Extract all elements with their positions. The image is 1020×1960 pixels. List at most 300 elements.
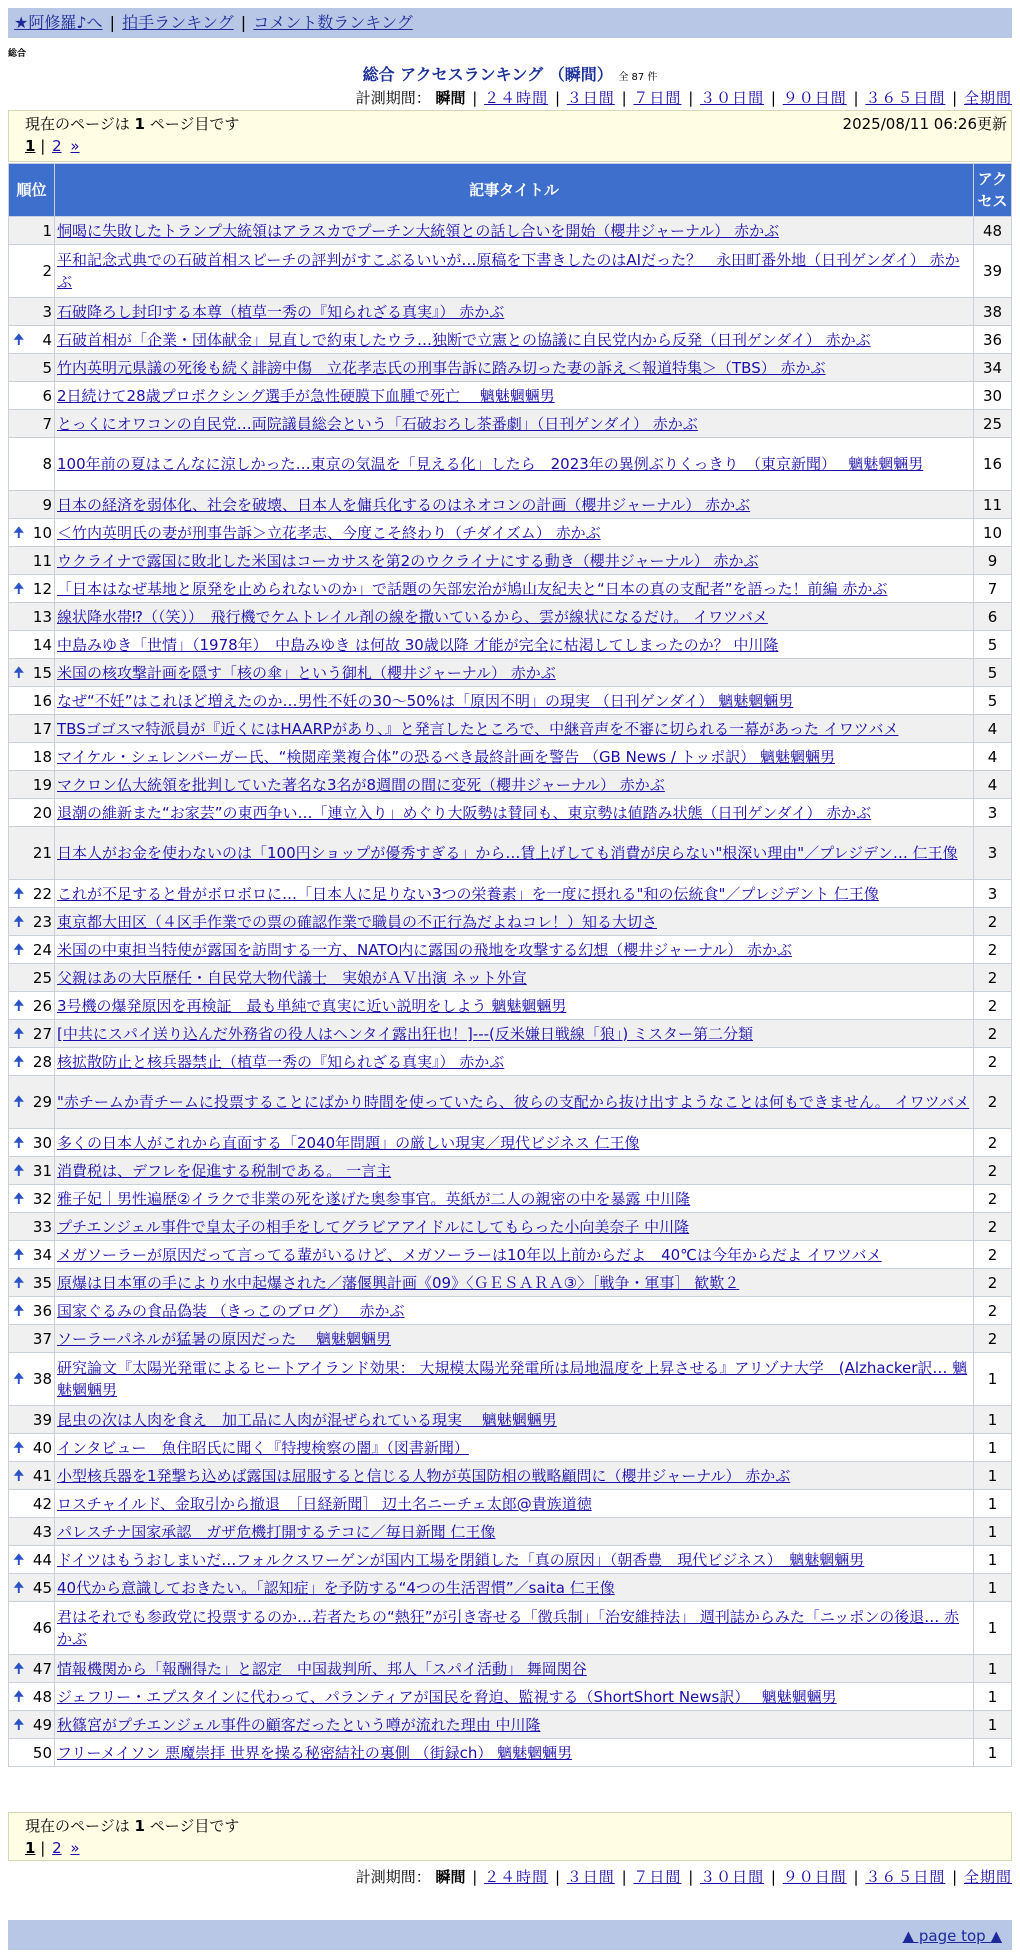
title-cell	[55, 964, 974, 992]
access-count: 2	[974, 964, 1012, 992]
rank-number: 23	[32, 912, 52, 931]
rank-up-arrow-icon: 🠉	[13, 997, 25, 1014]
period-current: 瞬間	[435, 89, 466, 107]
rank-cell	[9, 827, 55, 880]
title-cell	[55, 547, 974, 575]
page-separator: |	[40, 1839, 46, 1857]
title-cell	[55, 1157, 974, 1185]
pager-status	[25, 1815, 995, 1837]
access-count: 2	[974, 1269, 1012, 1297]
table-row	[9, 1269, 1012, 1297]
article-link[interactable]: 多くの日本人がこれから直面する「2040年問題」の厳しい現実／現代ビジネス 仁王像	[57, 1133, 640, 1152]
table-row	[9, 1241, 1012, 1269]
title-cell	[55, 1129, 974, 1157]
title-cell	[55, 743, 974, 771]
total-count: 全 87 件	[618, 72, 658, 83]
article-link[interactable]: 雅子妃｜男性遍歴②イラクで非業の死を遂げた奥参事官。英紙が二人の親密の中を暴露 中川隆	[57, 1189, 691, 1208]
table-row	[9, 1406, 1012, 1434]
article-link[interactable]: 退潮の維新また“お家芸”の東西争い…「連立入り」めぐり大阪勢は賛同も、東京勢は値踏み状態（日刊ゲンダイ） 赤かぶ	[57, 803, 872, 822]
rank-cell	[9, 491, 55, 519]
rank-up-arrow-icon: 🠉	[13, 1302, 25, 1319]
header-access: アクセス	[974, 164, 1012, 217]
rank-cell	[9, 1406, 55, 1434]
table-row	[9, 1157, 1012, 1185]
access-count: 5	[974, 631, 1012, 659]
article-link[interactable]: メガソーラーが原因だって言ってる輩がいるけど、メガソーラーは10年以上前からだよ 40℃は今年からだよ イワツバメ	[57, 1245, 882, 1264]
article-link[interactable]: 平和記念式典での石破首相スピーチの評判がすこぶるいいが…原稿を下書きしたのはAIだった？ 永田町番外地（日刊ゲンダイ） 赤かぶ	[57, 251, 960, 291]
rank-number: 2	[42, 262, 52, 280]
title-cell	[55, 1518, 974, 1546]
period-label: 計測期間：	[355, 89, 431, 107]
title-cell	[55, 908, 974, 936]
article-link[interactable]: ロスチャイルド、金取引から撤退 ［日経新聞］ 辺土名ニーチェ太郎@貴族道徳	[57, 1494, 592, 1513]
rank-number: 12	[32, 579, 52, 598]
period-link-7d[interactable]: ７日間	[633, 1868, 682, 1886]
rank-number: 33	[32, 1217, 52, 1236]
page-title	[0, 62, 1020, 85]
article-link[interactable]: 石破降ろし封印する本尊（植草一秀の『知られざる真実』） 赤かぶ	[57, 302, 505, 321]
period-separator: |	[621, 1868, 627, 1886]
article-link[interactable]: 東京都大田区（４区手作業での票の確認作業で職員の不正行為だよねコレ！）知る大切さ	[57, 912, 658, 931]
rank-cell	[9, 908, 55, 936]
title-cell	[55, 1020, 974, 1048]
title-cell	[55, 298, 974, 326]
title-cell	[55, 1048, 974, 1076]
access-count: 3	[974, 799, 1012, 827]
title-cell	[55, 827, 974, 880]
rank-cell	[9, 1518, 55, 1546]
period-separator: |	[952, 1868, 958, 1886]
article-link[interactable]: 日本の経済を弱体化、社会を破壊、日本人を傭兵化するのはネオコンの計画（櫻井ジャーナル） 赤かぶ	[57, 495, 751, 514]
rank-up-arrow-icon: 🠉	[13, 331, 25, 348]
rank-cell	[9, 771, 55, 799]
period-selector-top	[356, 87, 1012, 108]
rank-cell	[9, 1602, 55, 1655]
access-count: 2	[974, 936, 1012, 964]
rank-cell	[9, 1185, 55, 1213]
rank-up-arrow-icon: 🠉	[13, 1134, 25, 1151]
rank-cell	[9, 1739, 55, 1767]
article-link[interactable]: 核拡散防止と核兵器禁止（植草一秀の『知られざる真実』） 赤かぶ	[57, 1052, 505, 1071]
rank-up-arrow-icon: 🠉	[13, 1025, 25, 1042]
title-cell	[55, 936, 974, 964]
table-row	[9, 1739, 1012, 1767]
nav-separator: |	[240, 13, 247, 32]
access-count: 2	[974, 1185, 1012, 1213]
pager-status-prefix: 現在のページは	[25, 1817, 130, 1835]
rank-number: 47	[32, 1659, 52, 1678]
rank-cell	[9, 1353, 55, 1406]
rank-number: 3	[42, 302, 52, 321]
rank-number: 31	[32, 1161, 52, 1180]
rank-number: 36	[32, 1301, 52, 1320]
rank-number: 48	[32, 1687, 52, 1706]
rank-cell	[9, 1213, 55, 1241]
article-link[interactable]: 線状降水帯⁉（（笑）） 飛行機でケムトレイル剤の線を撒いているから、雲が線状になるだけ。 イワツバメ	[57, 607, 768, 626]
rank-cell	[9, 1325, 55, 1353]
ranking-title: 総合 アクセスランキング （瞬間）	[362, 65, 613, 84]
period-selector-bottom	[356, 1866, 1012, 1887]
title-cell	[55, 1406, 974, 1434]
access-count: 16	[974, 438, 1012, 491]
table-row	[9, 631, 1012, 659]
title-cell	[55, 1325, 974, 1353]
rank-cell	[9, 1546, 55, 1574]
article-link[interactable]: 2日続けて28歳プロボクシング選手が急性硬膜下血腫で死亡 魑魅魍魎男	[57, 386, 555, 405]
article-link[interactable]: [中共にスパイ送り込んだ外務省の役人はヘンタイ露出狂也！]---(反米嫌日戦線「狼」) ミスター第二分類	[57, 1024, 754, 1043]
rank-cell	[9, 1297, 55, 1325]
title-cell	[55, 1546, 974, 1574]
table-row	[9, 1297, 1012, 1325]
period-separator: |	[621, 89, 627, 107]
table-row	[9, 880, 1012, 908]
title-cell	[55, 771, 974, 799]
rank-up-arrow-icon: 🠉	[13, 1467, 25, 1484]
rank-number: 5	[42, 358, 52, 377]
table-row	[9, 382, 1012, 410]
title-cell	[55, 1434, 974, 1462]
rank-cell	[9, 743, 55, 771]
table-row	[9, 743, 1012, 771]
rank-cell	[9, 382, 55, 410]
access-count: 9	[974, 547, 1012, 575]
article-link[interactable]: なぜ“不妊”はこれほど増えたのか…男性不妊の30～50%は「原因不明」の現実 （日刊ゲンダイ） 魑魅魍魎男	[57, 691, 794, 710]
table-row	[9, 936, 1012, 964]
title-cell	[55, 715, 974, 743]
rank-number: 38	[32, 1370, 52, 1388]
rank-cell	[9, 715, 55, 743]
table-row	[9, 1020, 1012, 1048]
period-separator: |	[770, 89, 776, 107]
article-link[interactable]: 消費税は、デフレを促進する税制である。 一言主	[57, 1161, 392, 1180]
access-count: 1	[974, 1655, 1012, 1683]
access-count: 2	[974, 1241, 1012, 1269]
access-count: 1	[974, 1353, 1012, 1406]
title-cell	[55, 1462, 974, 1490]
article-link[interactable]: 40代から意識しておきたい。「認知症」を予防する“4つの生活習慣”／saita 仁王像	[57, 1578, 615, 1597]
rank-number: 25	[32, 968, 52, 987]
rank-up-arrow-icon: 🠉	[13, 1716, 25, 1733]
period-link-24h[interactable]: ２４時間	[484, 1868, 549, 1886]
article-link[interactable]: 研究論文『太陽光発電によるヒートアイランド効果： 大規模太陽光発電所は局地温度を上昇させる』アリゾナ大学 (Alzhacker訳… 魑魅魍魎男	[57, 1359, 968, 1399]
pager-status-page: 1	[134, 115, 145, 133]
table-row	[9, 1518, 1012, 1546]
rank-cell	[9, 1269, 55, 1297]
page-link-2[interactable]: 2	[52, 137, 62, 155]
comment-ranking-link[interactable]: コメント数ランキング	[253, 13, 413, 32]
article-link[interactable]: 昆虫の次は人肉を食え 加工品に人肉が混ぜられている現実 魑魅魍魎男	[57, 1410, 557, 1429]
article-link[interactable]: とっくにオワコンの自民党…両院議員総会という「石破おろし茶番劇」（日刊ゲンダイ） 赤かぶ	[57, 414, 698, 433]
article-link[interactable]: フリーメイソン 悪魔崇拝 世界を操る秘密結社の裏側 （街録ch） 魑魅魍魎男	[57, 1743, 573, 1762]
article-link[interactable]: これが不足すると骨がボロボロに…「日本人に足りない3つの栄養素」を一度に摂れる"和の伝統食"／プレジデント 仁王像	[57, 884, 879, 903]
rank-number: 35	[32, 1273, 52, 1292]
rank-number: 8	[42, 455, 52, 473]
access-count: 1	[974, 1739, 1012, 1767]
rank-number: 4	[42, 330, 52, 349]
rank-cell	[9, 992, 55, 1020]
title-cell	[55, 1574, 974, 1602]
rank-up-arrow-icon: 🠉	[13, 1660, 25, 1677]
title-cell	[55, 1490, 974, 1518]
rank-up-arrow-icon: 🠉	[13, 1246, 25, 1263]
rank-number: 11	[32, 551, 52, 570]
rank-number: 43	[32, 1522, 52, 1541]
table-row	[9, 1602, 1012, 1655]
article-link[interactable]: 秋篠宮がプチエンジェル事件の顧客だったという噂が流れた理由 中川隆	[57, 1715, 541, 1734]
access-count: 2	[974, 1297, 1012, 1325]
period-separator: |	[472, 1868, 478, 1886]
article-link[interactable]: 米国の中東担当特使が露国を訪問する一方、NATO内に露国の飛地を攻撃する幻想（櫻井ジャーナル） 赤かぶ	[57, 940, 793, 959]
rank-cell	[9, 245, 55, 298]
table-row	[9, 298, 1012, 326]
rank-number: 14	[32, 635, 52, 654]
article-link[interactable]: ドイツはもうおしまいだ…フォルクスワーゲンが国内工場を閉鎖した「真の原因」（朝香豊 現代ビジネス） 魑魅魍魎男	[57, 1550, 865, 1569]
article-link[interactable]: 中島みゆき「世情」（1978年） 中島みゆき は何故 30歳以降 才能が完全に枯渇してしまったのか？ 中川隆	[57, 635, 779, 654]
rank-cell	[9, 1683, 55, 1711]
article-link[interactable]: TBSゴゴスマ特派員が『近くにはHAARPがあり、』と発言したところで、中継音声を不審に切られる一幕があった イワツバメ	[57, 719, 899, 738]
rank-number: 24	[32, 940, 52, 959]
page-next-link[interactable]: »	[70, 1839, 80, 1857]
period-separator: |	[554, 1868, 560, 1886]
rank-cell	[9, 575, 55, 603]
period-separator: |	[472, 89, 478, 107]
table-row	[9, 1462, 1012, 1490]
article-link[interactable]: インタビュー 魚住昭氏に聞く『特捜検察の闇』（図書新聞）	[57, 1438, 469, 1457]
period-link-365d[interactable]: ３６５日間	[865, 89, 946, 107]
rank-cell	[9, 687, 55, 715]
article-link[interactable]: 情報機関から「報酬得た」と認定 中国裁判所、邦人「スパイ活動」 舞岡関谷	[57, 1659, 587, 1678]
ranking-body	[9, 217, 1012, 1767]
period-link-all[interactable]: 全期間	[963, 89, 1012, 107]
rank-cell	[9, 326, 55, 354]
rank-cell	[9, 1655, 55, 1683]
article-link[interactable]: 恫喝に失敗したトランプ大統領はアラスカでプーチン大統領との話し合いを開始（櫻井ジャーナル） 赤かぶ	[57, 221, 780, 240]
rank-cell	[9, 964, 55, 992]
table-row	[9, 1574, 1012, 1602]
article-link[interactable]: 100年前の夏はこんなに涼しかった…東京の気温を「見える化」したら 2023年の異例ぶりくっきり （東京新聞） 魑魅魍魎男	[57, 455, 924, 473]
period-link-365d[interactable]: ３６５日間	[865, 1868, 946, 1886]
table-row	[9, 547, 1012, 575]
title-cell	[55, 687, 974, 715]
rank-cell	[9, 1157, 55, 1185]
article-link[interactable]: 国家ぐるみの食品偽装 （きっこのブログ） 赤かぶ	[57, 1301, 405, 1320]
article-link[interactable]: パレスチナ国家承認 ガザ危機打開するテコに／毎日新聞 仁王像	[57, 1522, 496, 1541]
period-label: 計測期間：	[355, 1868, 431, 1886]
rank-cell	[9, 1462, 55, 1490]
article-link[interactable]: "赤チームか青チームに投票することにばかり時間を使っていたら、彼らの支配から抜け出すようなことは何もできません。 イワツバメ	[57, 1093, 970, 1111]
rank-number: 50	[32, 1743, 52, 1762]
rank-cell	[9, 1048, 55, 1076]
period-link-all[interactable]: 全期間	[963, 1868, 1012, 1886]
period-link-3d[interactable]: ３日間	[566, 1868, 615, 1886]
rank-cell	[9, 1490, 55, 1518]
period-link-7d[interactable]: ７日間	[633, 89, 682, 107]
access-count: 34	[974, 354, 1012, 382]
rank-number: 32	[32, 1189, 52, 1208]
title-cell	[55, 1655, 974, 1683]
rank-cell	[9, 1434, 55, 1462]
rank-number: 29	[32, 1093, 52, 1111]
pagination	[25, 135, 995, 157]
rank-cell	[9, 936, 55, 964]
rank-cell	[9, 519, 55, 547]
article-link[interactable]: 米国の核攻撃計画を隠す「核の傘」という御札（櫻井ジャーナル） 赤かぶ	[57, 663, 556, 682]
nav-separator: |	[109, 13, 116, 32]
rank-number: 26	[32, 996, 52, 1015]
period-separator: |	[952, 89, 958, 107]
table-header-row	[9, 164, 1012, 217]
rank-number: 9	[42, 495, 52, 514]
access-count: 1	[974, 1462, 1012, 1490]
access-count: 38	[974, 298, 1012, 326]
access-count: 4	[974, 715, 1012, 743]
rank-number: 7	[42, 414, 52, 433]
rank-up-arrow-icon: 🠉	[13, 941, 25, 958]
article-link[interactable]: マクロン仏大統領を批判していた著名な3名が8週間の間に変死（櫻井ジャーナル） 赤かぶ	[57, 775, 665, 794]
clap-ranking-link[interactable]: 拍手ランキング	[122, 13, 234, 32]
title-cell	[55, 1297, 974, 1325]
access-count: 5	[974, 659, 1012, 687]
access-count: 2	[974, 1325, 1012, 1353]
rank-up-arrow-icon: 🠉	[13, 1371, 25, 1387]
title-cell	[55, 1269, 974, 1297]
title-cell	[55, 217, 974, 245]
table-row	[9, 410, 1012, 438]
access-count: 48	[974, 217, 1012, 245]
pager-status-prefix: 現在のページは	[25, 115, 130, 133]
rank-cell	[9, 354, 55, 382]
rank-number: 30	[32, 1133, 52, 1152]
rank-cell	[9, 1020, 55, 1048]
title-cell	[55, 659, 974, 687]
rank-number: 6	[42, 386, 52, 405]
title-cell	[55, 1185, 974, 1213]
rank-cell	[9, 1129, 55, 1157]
table-row	[9, 799, 1012, 827]
access-count: 1	[974, 1683, 1012, 1711]
title-cell	[55, 1213, 974, 1241]
rank-number: 15	[32, 663, 52, 682]
access-count: 2	[974, 1129, 1012, 1157]
access-count: 2	[974, 992, 1012, 1020]
title-cell	[55, 354, 974, 382]
page-top-link[interactable]: ▲ page top ▲	[902, 1927, 1002, 1945]
access-count: 5	[974, 687, 1012, 715]
article-link[interactable]: 3号機の爆発原因を再検証 最も単純で真実に近い説明をしよう 魑魅魍魎男	[57, 996, 567, 1015]
rank-up-arrow-icon: 🠉	[13, 1579, 25, 1596]
title-cell	[55, 1602, 974, 1655]
table-row	[9, 908, 1012, 936]
article-link[interactable]: 小型核兵器を1発撃ち込めば露国は屈服すると信じる人物が英国防相の戦略顧問に（櫻井ジャーナル） 赤かぶ	[57, 1466, 791, 1485]
rank-up-arrow-icon: 🠉	[13, 1688, 25, 1705]
period-link-90d[interactable]: ９０日間	[782, 89, 847, 107]
rank-number: 16	[32, 691, 52, 710]
table-row	[9, 1655, 1012, 1683]
rank-cell	[9, 603, 55, 631]
table-row	[9, 519, 1012, 547]
article-link[interactable]: ソーラーパネルが猛暑の原因だった 魑魅魍魎男	[57, 1329, 392, 1348]
pagination	[25, 1837, 995, 1859]
rank-number: 37	[32, 1329, 52, 1348]
table-row	[9, 715, 1012, 743]
rank-number: 13	[32, 607, 52, 626]
rank-number: 20	[32, 803, 52, 822]
article-link[interactable]: 父親はあの大臣歴任・自民党大物代議士 実娘がＡＶ出演 ネット外宣	[57, 968, 527, 987]
article-link[interactable]: マイケル・シェレンバーガー氏、“検閲産業複合体”の恐るべき最終計画を警告 （GB News / トッポ訳） 魑魅魍魎男	[57, 747, 836, 766]
access-count: 11	[974, 491, 1012, 519]
period-separator: |	[688, 89, 694, 107]
article-link[interactable]: ＜竹内英明氏の妻が刑事告訴＞立花孝志、今度こそ終わり（チダイズム） 赤かぶ	[57, 523, 601, 542]
title-cell	[55, 245, 974, 298]
access-count: 2	[974, 1213, 1012, 1241]
access-count: 3	[974, 880, 1012, 908]
page-next-link[interactable]: »	[70, 137, 80, 155]
table-row	[9, 992, 1012, 1020]
rank-number: 45	[32, 1578, 52, 1597]
rank-up-arrow-icon: 🠉	[13, 1162, 25, 1179]
rank-up-arrow-icon: 🠉	[13, 1274, 25, 1291]
rank-cell	[9, 880, 55, 908]
access-count: 4	[974, 743, 1012, 771]
rank-cell	[9, 217, 55, 245]
rank-cell	[9, 1076, 55, 1129]
access-count: 2	[974, 1020, 1012, 1048]
rank-up-arrow-icon: 🠉	[13, 1439, 25, 1456]
rank-cell	[9, 631, 55, 659]
period-current: 瞬間	[435, 1868, 466, 1886]
page-current: 1	[25, 1839, 36, 1857]
title-cell	[55, 1739, 974, 1767]
article-link[interactable]: ジェフリー・エプスタインに代わって、パランティアが国民を脅迫、監視する（ShortShort News訳） 魑魅魍魎男	[57, 1687, 837, 1706]
table-row	[9, 354, 1012, 382]
title-cell	[55, 1711, 974, 1739]
rank-up-arrow-icon: 🠉	[13, 524, 25, 541]
rank-cell	[9, 547, 55, 575]
home-link[interactable]: ★阿修羅♪へ	[14, 13, 103, 32]
period-link-24h[interactable]: ２４時間	[484, 89, 549, 107]
table-row	[9, 687, 1012, 715]
period-link-30d[interactable]: ３０日間	[700, 1868, 765, 1886]
rank-up-arrow-icon: 🠉	[13, 580, 25, 597]
table-row	[9, 326, 1012, 354]
table-row	[9, 1325, 1012, 1353]
period-link-90d[interactable]: ９０日間	[782, 1868, 847, 1886]
period-separator: |	[853, 89, 859, 107]
article-link[interactable]: 日本人がお金を使わないのは「100円ショップが優秀すぎる」から…賃上げしても消費が戻らない"根深い理由"／プレジデン… 仁王像	[57, 844, 958, 862]
page-link-2[interactable]: 2	[52, 1839, 62, 1857]
title-cell	[55, 603, 974, 631]
article-link[interactable]: 君はそれでも参政党に投票するのか…若者たちの“熱狂”が引き寄せる「徴兵制」「治安維持法」 週刊誌からみた「ニッポンの後退… 赤かぶ	[57, 1608, 959, 1648]
access-count: 2	[974, 1048, 1012, 1076]
access-count: 1	[974, 1434, 1012, 1462]
updated-timestamp: 2025/08/11 06:26更新	[842, 115, 1007, 133]
period-separator: |	[688, 1868, 694, 1886]
rank-cell	[9, 438, 55, 491]
article-link[interactable]: 原爆は日本軍の手により水中起爆された／藩偃興計画《09》〈ＧＥＳＡＲＡ③〉［戦争・軍事］ 歓歎２	[57, 1273, 740, 1292]
access-count: 25	[974, 410, 1012, 438]
access-count: 1	[974, 1406, 1012, 1434]
access-count: 36	[974, 326, 1012, 354]
ranking-table	[8, 163, 1012, 1767]
table-row	[9, 1683, 1012, 1711]
period-link-3d[interactable]: ３日間	[566, 89, 615, 107]
article-link[interactable]: プチエンジェル事件で皇太子の相手をしてグラビアアイドルにしてもらった小向美奈子 中川隆	[57, 1217, 690, 1236]
article-link[interactable]: ウクライナで露国に敗北した米国はコーカサスを第2のウクライナにする動き（櫻井ジャーナル） 赤かぶ	[57, 551, 759, 570]
article-link[interactable]: 竹内英明元県議の死後も続く誹謗中傷 立花孝志氏の刑事告訴に踏み切った妻の訴え＜報道特集＞（TBS） 赤かぶ	[57, 358, 826, 377]
period-link-30d[interactable]: ３０日間	[700, 89, 765, 107]
article-link[interactable]: 「日本はなぜ基地と原発を止められないのか」で話題の矢部宏治が鳩山友紀夫と“日本の真の支配者”を語った！前編 赤かぶ	[57, 579, 888, 598]
article-link[interactable]: 石破首相が「企業・団体献金」見直しで約束したウラ…独断で立憲との協議に自民党内から反発（日刊ゲンダイ） 赤かぶ	[57, 330, 871, 349]
